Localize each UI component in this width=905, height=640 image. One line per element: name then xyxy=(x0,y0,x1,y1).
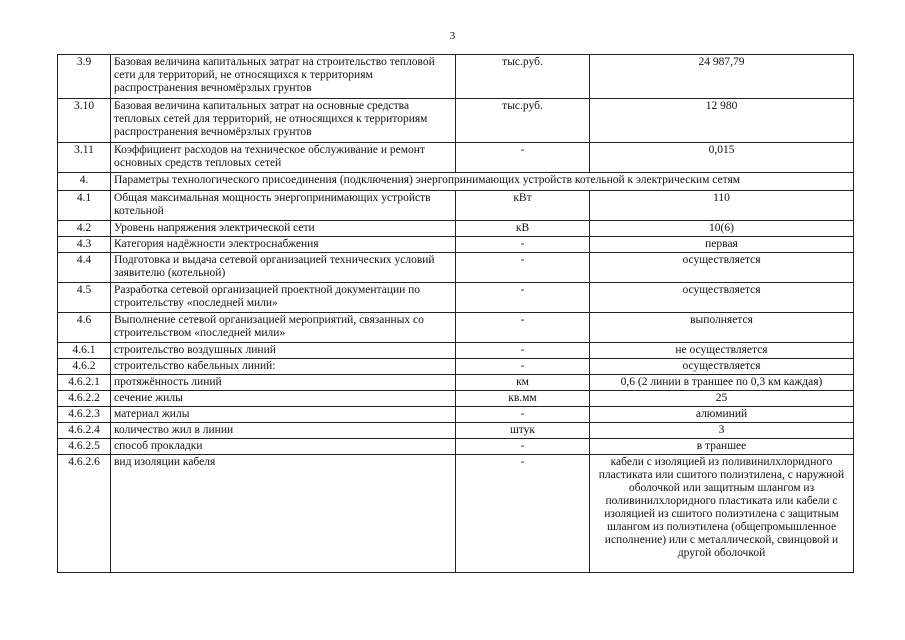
section-title: Параметры технологического присоединения (подключения) энергопринимающих устройств котельной к электрическим сетям xyxy=(111,173,854,191)
row-value: 24 987,79 xyxy=(590,55,854,99)
row-value: кабели с изоляцией из поливинилхлоридного пластиката или сшитого полиэтилена, с наружной оболочкой или защитным шлангом из поливинилхлоридного пластиката или кабели с изоляцией из сшитого полиэтилена с защитным шлангом из полиэтилена (общепромышленное исполнение) или с металлической, свинцовой и другой оболочкой xyxy=(590,455,854,573)
row-unit: - xyxy=(456,237,590,253)
row-unit: тыс.руб. xyxy=(456,55,590,99)
row-description: вид изоляции кабеля xyxy=(111,455,456,573)
row-description: Категория надёжности электроснабжения xyxy=(111,237,456,253)
table-row xyxy=(58,439,854,455)
row-description: Выполнение сетевой организацией мероприятий, связанных со строительством «последней мили» xyxy=(111,313,456,343)
row-unit: кВ xyxy=(456,221,590,237)
row-unit: штук xyxy=(456,423,590,439)
row-number: 4.2 xyxy=(58,221,111,237)
row-value: выполняется xyxy=(590,313,854,343)
row-number: 4.6.2.1 xyxy=(58,375,111,391)
table-row xyxy=(58,143,854,173)
row-description: Базовая величина капитальных затрат на строительство тепловой сети для территорий, не относящихся к территориям распространения вечномёрзлых грунтов xyxy=(111,55,456,99)
row-unit: кв.мм xyxy=(456,391,590,407)
row-description: материал жилы xyxy=(111,407,456,423)
row-value: 25 xyxy=(590,391,854,407)
row-value: осуществляется xyxy=(590,283,854,313)
row-description: Подготовка и выдача сетевой организацией технических условий заявителю (котельной) xyxy=(111,253,456,283)
row-number: 4.3 xyxy=(58,237,111,253)
row-value: 12 980 xyxy=(590,99,854,143)
table-row xyxy=(58,407,854,423)
row-number: 4.6.1 xyxy=(58,343,111,359)
row-value: 0,015 xyxy=(590,143,854,173)
row-value: алюминий xyxy=(590,407,854,423)
row-number: 4.4 xyxy=(58,253,111,283)
table-row xyxy=(58,343,854,359)
row-unit: - xyxy=(456,407,590,423)
row-value: первая xyxy=(590,237,854,253)
row-value: 10(6) xyxy=(590,221,854,237)
row-number: 4.6.2.3 xyxy=(58,407,111,423)
row-unit: - xyxy=(456,439,590,455)
row-description: Коэффициент расходов на техническое обслуживание и ремонт основных средств тепловых сетей xyxy=(111,143,456,173)
row-description: строительство кабельных линий: xyxy=(111,359,456,375)
row-unit: - xyxy=(456,313,590,343)
table-row xyxy=(58,283,854,313)
row-number: 4.6.2.4 xyxy=(58,423,111,439)
table-row xyxy=(58,237,854,253)
row-unit: - xyxy=(456,143,590,173)
row-number: 4.6.2.5 xyxy=(58,439,111,455)
row-value: 110 xyxy=(590,191,854,221)
table-row xyxy=(58,253,854,283)
row-unit: кВт xyxy=(456,191,590,221)
table-row xyxy=(58,391,854,407)
page-number: 3 xyxy=(449,30,456,42)
row-value: в траншее xyxy=(590,439,854,455)
row-number: 4.5 xyxy=(58,283,111,313)
table-row xyxy=(58,191,854,221)
row-unit: - xyxy=(456,343,590,359)
row-description: Общая максимальная мощность энергопринимающих устройств котельной xyxy=(111,191,456,221)
row-number: 4.6 xyxy=(58,313,111,343)
row-value: осуществляется xyxy=(590,253,854,283)
row-description: способ прокладки xyxy=(111,439,456,455)
row-number: 4.6.2.6 xyxy=(58,455,111,573)
row-description: количество жил в линии xyxy=(111,423,456,439)
row-unit: тыс.руб. xyxy=(456,99,590,143)
row-description: Уровень напряжения электрической сети xyxy=(111,221,456,237)
table-row xyxy=(58,455,854,573)
row-unit: - xyxy=(456,455,590,573)
parameters-table xyxy=(57,54,854,573)
row-description: протяжённость линий xyxy=(111,375,456,391)
row-unit: км xyxy=(456,375,590,391)
row-number: 3.11 xyxy=(58,143,111,173)
row-value: не осуществляется xyxy=(590,343,854,359)
row-value: 3 xyxy=(590,423,854,439)
row-description: строительство воздушных линий xyxy=(111,343,456,359)
table-row xyxy=(58,359,854,375)
table-row xyxy=(58,99,854,143)
row-number: 3.9 xyxy=(58,55,111,99)
row-value: 0,6 (2 линии в траншее по 0,3 км каждая) xyxy=(590,375,854,391)
table-row xyxy=(58,313,854,343)
row-number: 4.6.2.2 xyxy=(58,391,111,407)
row-number: 4.6.2 xyxy=(58,359,111,375)
row-number: 4.1 xyxy=(58,191,111,221)
row-number: 3.10 xyxy=(58,99,111,143)
row-unit: - xyxy=(456,359,590,375)
row-unit: - xyxy=(456,283,590,313)
row-description: Базовая величина капитальных затрат на основные средства тепловых сетей для территорий, не относящихся к территориям распространения вечномёрзлых грунтов xyxy=(111,99,456,143)
table-row xyxy=(58,221,854,237)
section-number: 4. xyxy=(58,173,111,191)
table-row xyxy=(58,375,854,391)
section-row xyxy=(58,173,854,191)
row-description: Разработка сетевой организацией проектной документации по строительству «последней мили» xyxy=(111,283,456,313)
row-value: осуществляется xyxy=(590,359,854,375)
table-row xyxy=(58,423,854,439)
table-row xyxy=(58,55,854,99)
row-unit: - xyxy=(456,253,590,283)
row-description: сечение жилы xyxy=(111,391,456,407)
